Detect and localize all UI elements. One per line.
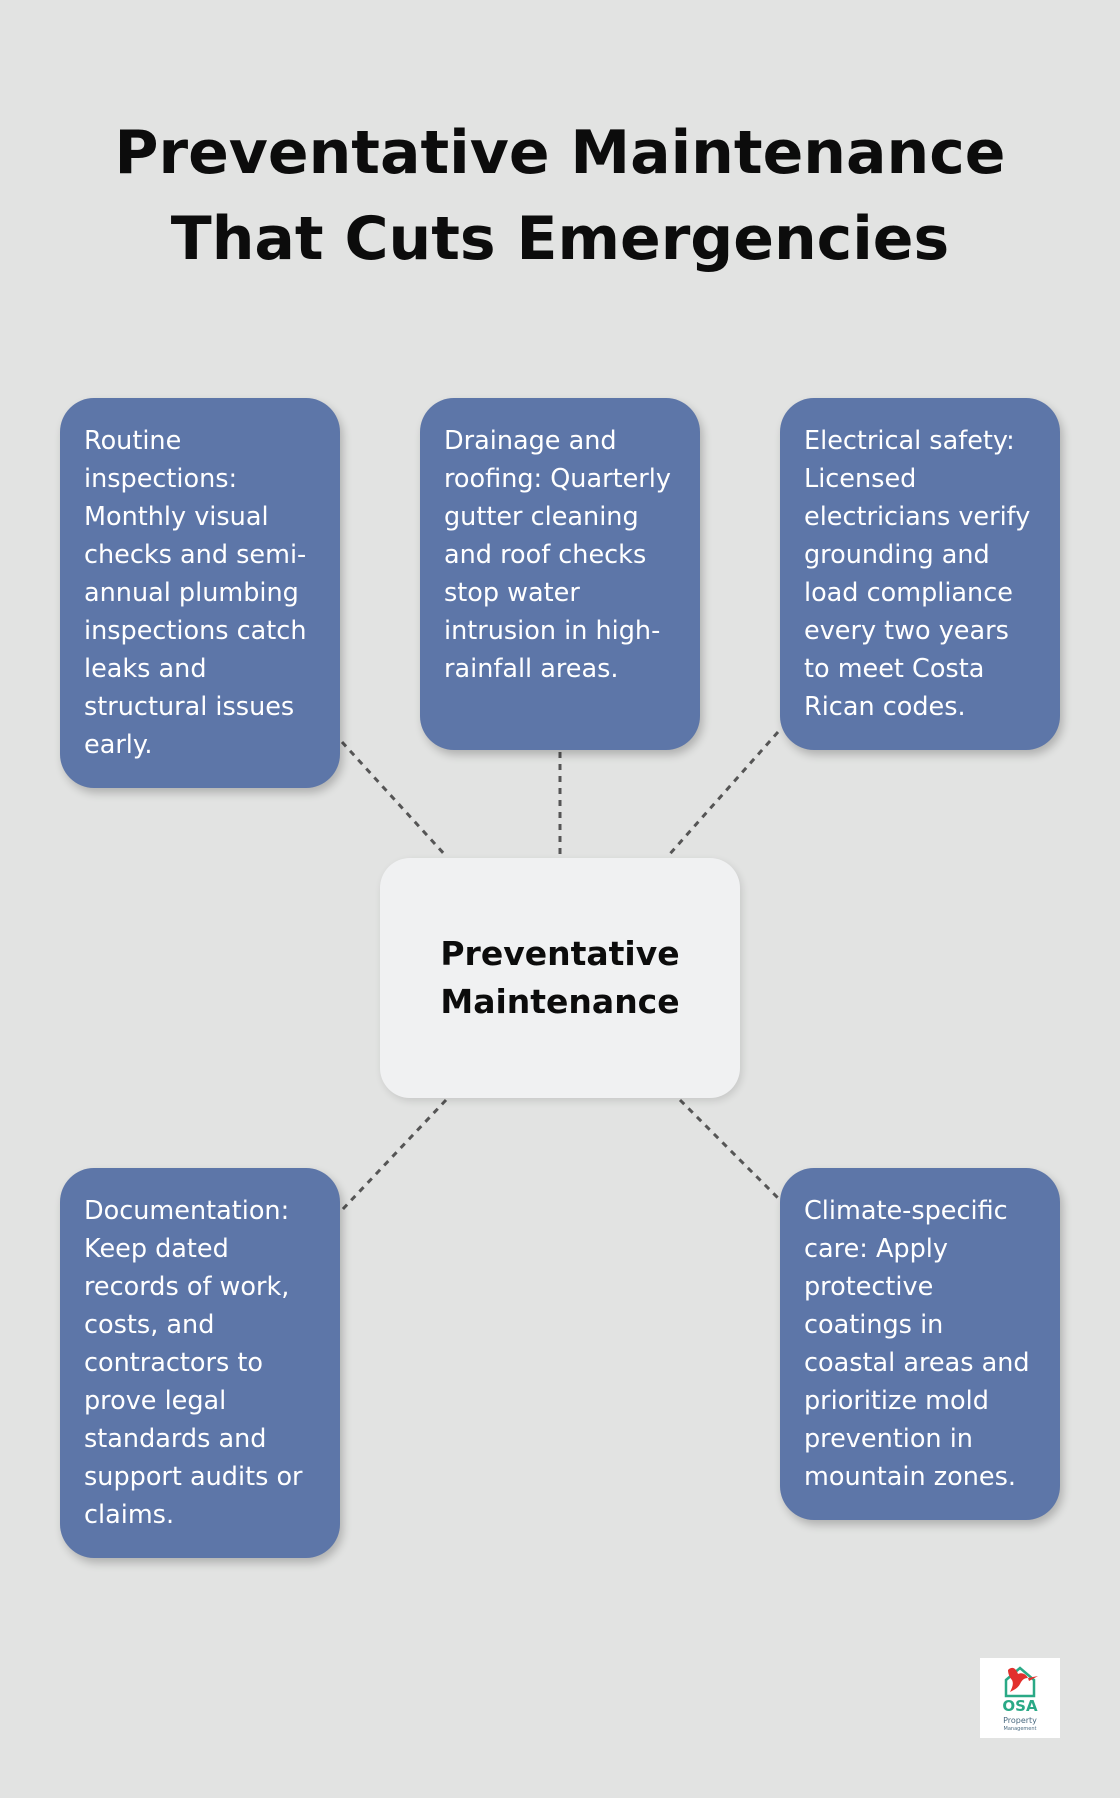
title-line-2: That Cuts Emergencies xyxy=(170,204,950,274)
title-line-1: Preventative Maintenance xyxy=(114,118,1006,188)
item-drainage-roofing xyxy=(420,398,700,750)
connector-routine xyxy=(342,742,446,856)
center-node xyxy=(380,858,740,1098)
hummingbird-house-icon xyxy=(998,1662,1042,1700)
item-documentation xyxy=(60,1168,340,1558)
item-text: Electrical safety: Licensed electricians verify grounding and load compliance every two years to meet Costa Rican codes. xyxy=(804,426,1031,722)
connector-documentation xyxy=(342,1100,446,1210)
logo-line-2: Property xyxy=(1003,1716,1037,1725)
item-text: Drainage and roofing: Quarterly gutter cleaning and roof checks stop water intrusion in high-rainfall areas. xyxy=(444,426,671,684)
connector-climate xyxy=(680,1100,780,1200)
item-text: Routine inspections: Monthly visual checks and semi-annual plumbing inspections catch leaks and structural issues early. xyxy=(84,426,307,760)
logo-name: OSA xyxy=(1002,1697,1038,1715)
item-text: Documentation: Keep dated records of work, costs, and contractors to prove legal standards and support audits or claims. xyxy=(84,1196,303,1530)
item-electrical-safety xyxy=(780,398,1060,750)
center-line-2: Maintenance xyxy=(440,982,680,1021)
item-climate-care xyxy=(780,1168,1060,1520)
item-text: Climate-specific care: Apply protective coatings in coastal areas and prioritize mold prevention in mountain zones. xyxy=(804,1196,1030,1492)
center-line-1: Preventative xyxy=(440,934,680,973)
item-routine-inspections xyxy=(60,398,340,788)
logo-line-3: Management xyxy=(1003,1726,1037,1732)
company-logo xyxy=(980,1658,1060,1738)
connector-electrical xyxy=(668,732,778,856)
